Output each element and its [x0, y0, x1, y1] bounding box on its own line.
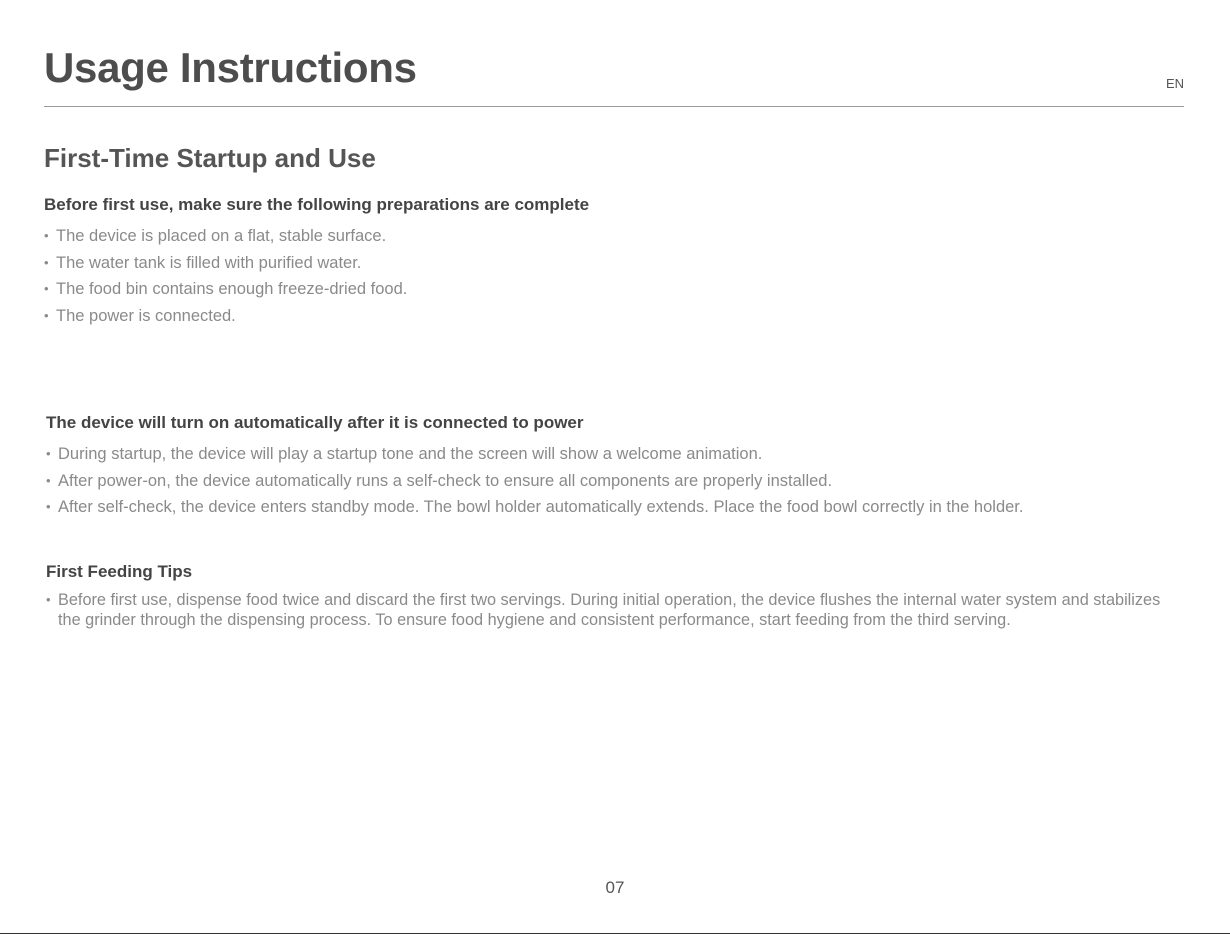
- language-label: EN: [1165, 76, 1184, 91]
- startup-heading: The device will turn on automatically after it is connected to power: [46, 413, 584, 432]
- feeding-tips-heading: First Feeding Tips: [46, 562, 193, 581]
- page-title: Usage Instructions: [44, 44, 417, 91]
- preparations-block: [44, 193, 1184, 329]
- list-item: • The power is connected.: [44, 303, 1184, 330]
- list-item: • The water tank is filled with purified water.: [44, 250, 1184, 277]
- startup-list: [46, 441, 1184, 521]
- list-item: • The food bin contains enough freeze-dried food.: [44, 276, 1184, 303]
- feeding-tips-list: [46, 590, 1184, 630]
- page-number: 07: [605, 878, 625, 897]
- startup-block: [46, 411, 1184, 521]
- preparations-heading: Before first use, make sure the following preparations are complete: [44, 195, 590, 214]
- list-item: • Before first use, dispense food twice and discard the first two servings. During initial operation, the device flushes the internal water system and stabilizes the grinder through the dispensing process. To ensure food hygiene and consistent performance, start feeding from the third serving.: [46, 590, 1184, 630]
- section-title: First-Time Startup and Use: [44, 143, 376, 173]
- header-divider: [44, 106, 1184, 107]
- list-item: • The device is placed on a flat, stable surface.: [44, 223, 1184, 250]
- list-item: • After power-on, the device automatically runs a self-check to ensure all components are properly installed.: [46, 468, 1184, 495]
- preparations-list: [44, 223, 1184, 329]
- list-item: • During startup, the device will play a startup tone and the screen will show a welcome animation.: [46, 441, 1184, 468]
- feeding-tips-block: [46, 560, 1184, 630]
- list-item: • After self-check, the device enters standby mode. The bowl holder automatically extends. Place the food bowl correctly in the holder.: [46, 494, 1184, 521]
